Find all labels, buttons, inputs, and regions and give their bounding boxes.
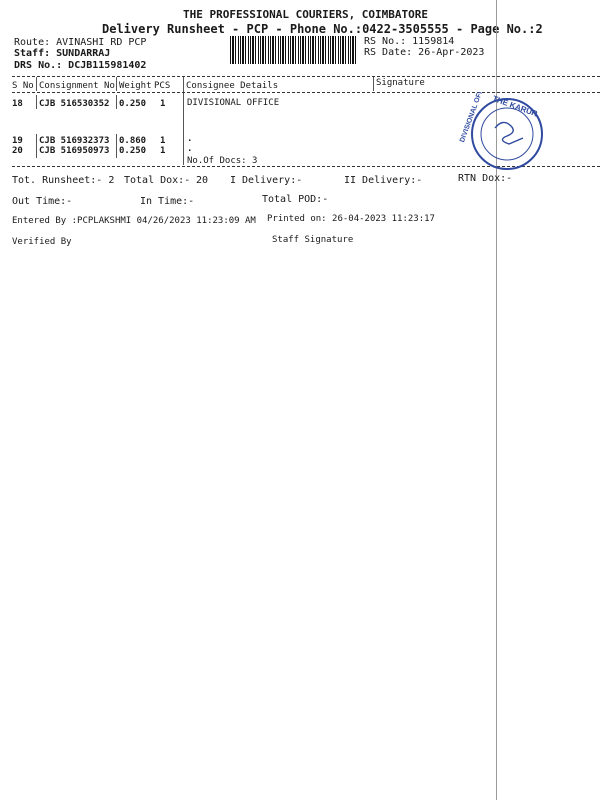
- no-of-docs: No.Of Docs: 3: [187, 156, 258, 166]
- row-sno: 18: [12, 99, 23, 109]
- row-pcs: 1: [160, 99, 166, 109]
- row-weight: 0.250: [119, 99, 147, 109]
- drs-number: DRS No.: DCJB115981402: [14, 60, 147, 71]
- staff-signature-label: Staff Signature: [272, 235, 354, 245]
- header-details: Consignee Details: [186, 81, 279, 91]
- column-divider: [36, 77, 37, 91]
- stamp-signature: [495, 122, 523, 144]
- table-top-rule: [12, 76, 600, 77]
- company-title: THE PROFESSIONAL COURIERS, COIMBATORE: [183, 8, 429, 21]
- stamp-top-text: THE KARUR: [491, 93, 539, 119]
- stamp-graphic: [455, 92, 555, 172]
- tot-runsheet: Tot. Runsheet:- 2: [12, 175, 115, 186]
- header-sno: S No: [12, 81, 34, 91]
- header-pcs: PCS: [154, 81, 171, 91]
- rs-date: RS Date: 26-Apr-2023: [364, 47, 485, 58]
- stamp-side-text: DIVISIONAL OFF: [459, 92, 485, 144]
- rtn-dox-label: RTN Dox:-: [458, 173, 513, 184]
- row-weight: 0.250: [119, 146, 147, 156]
- runsheet-subtitle: Delivery Runsheet - PCP - Phone No.:0422-3505555 - Page No.:2: [102, 22, 543, 36]
- row-sno: 19: [12, 136, 23, 146]
- column-divider: [373, 77, 374, 91]
- header-weight: Weight: [119, 81, 152, 91]
- route-label: Route: AVINASHI RD PCP: [14, 37, 147, 48]
- column-divider: [36, 95, 37, 109]
- barcode: [230, 36, 357, 64]
- column-divider: [116, 134, 117, 158]
- total-dox-label: Total Dox:-: [124, 175, 191, 186]
- column-divider: [116, 95, 117, 109]
- column-divider: [183, 77, 184, 165]
- column-divider: [36, 134, 37, 158]
- divisional-office-stamp: [455, 92, 555, 176]
- header-signature: Signature: [376, 78, 425, 88]
- row-details: DIVISIONAL OFFICE: [187, 98, 280, 108]
- ii-delivery-label: II Delivery:-: [344, 175, 423, 186]
- verified-by: Verified By: [12, 237, 72, 247]
- in-time-label: In Time:-: [140, 196, 195, 207]
- row-details: .: [187, 144, 193, 154]
- row-sno: 20: [12, 146, 23, 156]
- i-delivery-label: I Delivery:-: [230, 175, 303, 186]
- stamp-inner-ring: [481, 108, 533, 160]
- column-divider: [116, 77, 117, 91]
- row-pcs: 1: [160, 146, 166, 156]
- row-details: .: [187, 134, 193, 144]
- rs-number: RS No.: 1159814: [364, 36, 455, 47]
- staff-label: Staff: SUNDARRAJ: [14, 48, 111, 59]
- out-time-label: Out Time:-: [12, 196, 73, 207]
- row-consignment: CJB 516950973: [39, 146, 110, 156]
- printed-on: Printed on: 26-04-2023 11:23:17: [267, 214, 435, 224]
- row-weight: 0.860: [119, 136, 147, 146]
- row-consignment: CJB 516530352: [39, 99, 110, 109]
- entered-by: Entered By :PCPLAKSHMI 04/26/2023 11:23:09 AM: [12, 216, 256, 226]
- header-consignment: Consignment No: [39, 81, 115, 91]
- row-consignment: CJB 516932373: [39, 136, 110, 146]
- row-pcs: 1: [160, 136, 166, 146]
- total-pod-label: Total POD:-: [262, 194, 329, 205]
- total-dox-value: 20: [196, 175, 209, 186]
